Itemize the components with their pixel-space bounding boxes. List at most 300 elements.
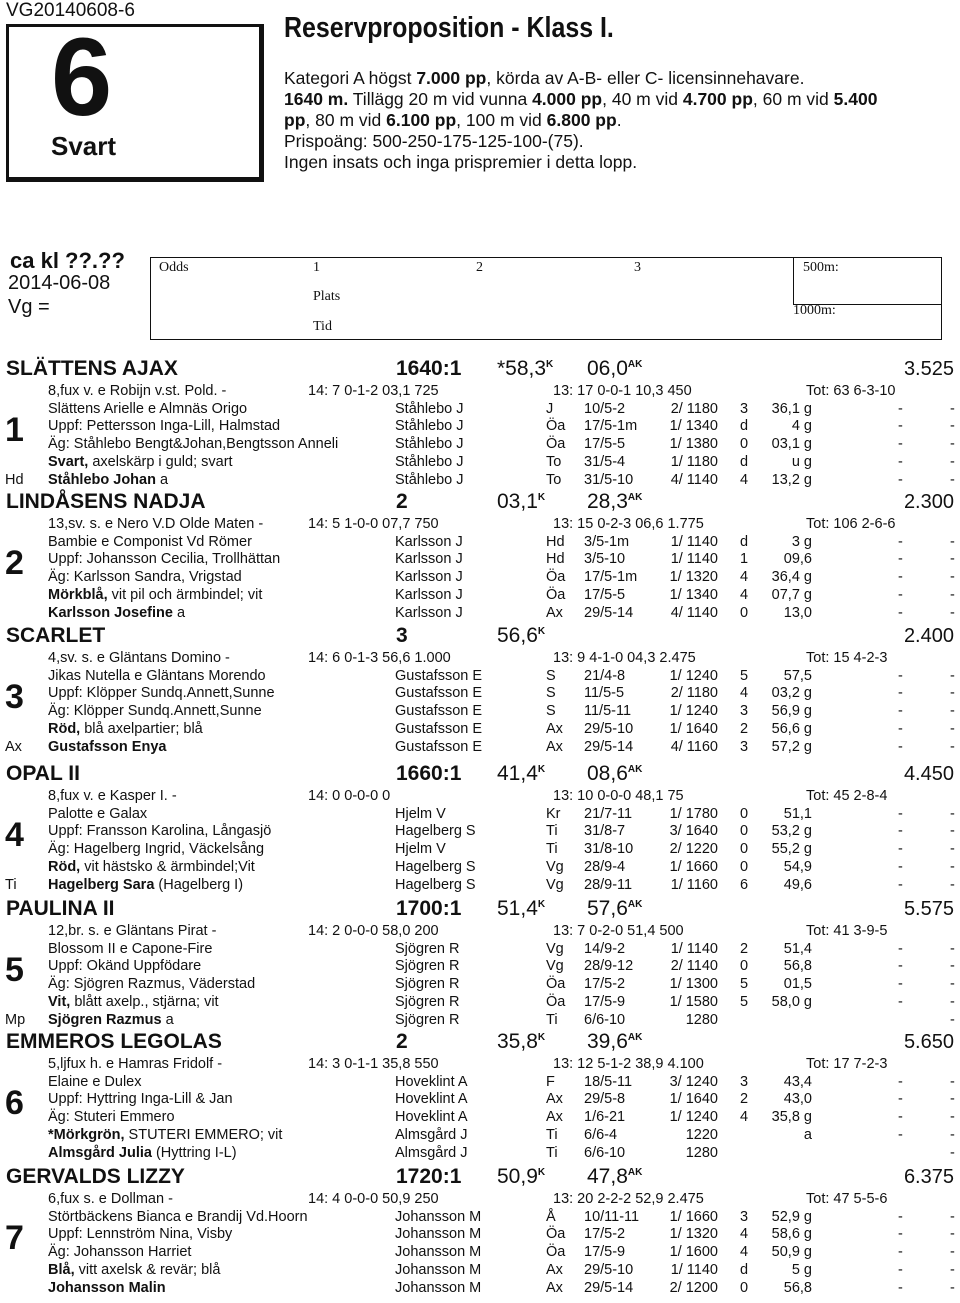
start-placing: 4 bbox=[740, 1226, 749, 1243]
horse-distance: 1700:1 bbox=[396, 897, 462, 920]
trainer: Sjögren R bbox=[395, 958, 460, 975]
start-distance: 1220 bbox=[685, 1126, 718, 1143]
start-odds: - bbox=[950, 876, 955, 893]
start-distance: 1/ 1240 bbox=[669, 667, 718, 684]
pedigree-line bbox=[48, 1091, 233, 1107]
horse-prize: 2.300 bbox=[903, 491, 954, 513]
start-odds: - bbox=[950, 1279, 955, 1296]
pedigree-line bbox=[48, 1209, 308, 1225]
pedigree-line bbox=[48, 668, 266, 684]
start-time: 58,6 g bbox=[771, 1226, 812, 1243]
start-race: 17/5-9 bbox=[584, 993, 626, 1010]
start-race: 18/5-11 bbox=[584, 1073, 633, 1090]
start-track: J bbox=[546, 400, 554, 417]
start-odds: - bbox=[898, 569, 903, 586]
start-track: Å bbox=[546, 1208, 556, 1225]
start-distance: 1/ 1780 bbox=[669, 805, 718, 822]
start-time: 51,4 bbox=[783, 940, 812, 957]
start-odds: - bbox=[898, 1208, 903, 1225]
start-distance: 3/ 1640 bbox=[669, 823, 718, 840]
ak-superscript: AK bbox=[627, 764, 643, 775]
start-odds: - bbox=[950, 858, 955, 875]
pedigree-line bbox=[48, 472, 168, 488]
pedigree-line bbox=[48, 454, 233, 470]
start-time: 43,0 bbox=[783, 1091, 812, 1108]
pedigree-line bbox=[48, 436, 338, 452]
post-position: Ax bbox=[5, 738, 22, 755]
start-placing: 5 bbox=[740, 993, 749, 1010]
start-placing: 3 bbox=[740, 703, 749, 720]
text-run: Blå, bbox=[48, 1261, 75, 1278]
text-run: , körda av A-B- eller C- licensinnehavare. bbox=[486, 68, 805, 88]
pedigree-line bbox=[48, 721, 203, 737]
start-race: 6/6-10 bbox=[584, 1144, 626, 1161]
pedigree-line bbox=[48, 941, 212, 957]
start-distance: 1/ 1140 bbox=[670, 551, 718, 568]
start-odds: - bbox=[898, 418, 903, 435]
start-track: Öa bbox=[546, 586, 566, 603]
start-distance: 1/ 1600 bbox=[669, 1244, 718, 1261]
start-track: Ax bbox=[546, 738, 563, 755]
ak-superscript: AK bbox=[627, 359, 643, 370]
condition-line bbox=[284, 152, 954, 173]
start-distance: 1/ 1320 bbox=[669, 1226, 718, 1243]
start-race: 29/5-8 bbox=[584, 1091, 626, 1108]
trainer: Karlsson J bbox=[395, 551, 463, 568]
start-placing: 3 bbox=[740, 738, 749, 755]
start-time: 3 g bbox=[791, 533, 812, 550]
start-distance: 4/ 1160 bbox=[670, 738, 718, 755]
odds-k: $03,1^K$ bbox=[497, 490, 546, 513]
start-placing: 3 bbox=[740, 1073, 749, 1090]
pedigree-line bbox=[48, 877, 243, 893]
trainer: Hagelberg S bbox=[395, 876, 476, 893]
race-date: 2014-06-08 bbox=[8, 272, 111, 294]
text-run: Bambie e Componist Vd Römer bbox=[48, 533, 252, 550]
start-odds: - bbox=[950, 533, 955, 550]
start-distance: 1/ 1160 bbox=[670, 876, 718, 893]
trainer: Karlsson J bbox=[395, 569, 463, 586]
start-odds: - bbox=[950, 958, 955, 975]
text-run: 5.400 bbox=[833, 89, 878, 109]
start-time: 57,2 g bbox=[771, 738, 812, 755]
start-race: 21/7-11 bbox=[584, 805, 633, 822]
trainer: Sjögren R bbox=[395, 1011, 460, 1028]
start-track: S bbox=[546, 703, 556, 720]
start-race: 11/5-11 bbox=[584, 703, 632, 720]
total-stats: Tot: 47 5-5-6 bbox=[806, 1191, 888, 1207]
horse-info: 6,fux s. e Dollman - bbox=[48, 1191, 173, 1207]
start-race: 3/5-10 bbox=[584, 551, 626, 568]
start-track: Ax bbox=[546, 604, 563, 621]
trainer: Johansson M bbox=[395, 1244, 482, 1261]
start-odds: - bbox=[898, 453, 903, 470]
start-race: 14/9-2 bbox=[584, 940, 626, 957]
text-run: pp bbox=[284, 110, 306, 130]
start-placing: d bbox=[740, 453, 749, 470]
start-odds: - bbox=[950, 720, 955, 737]
start-track: Öa bbox=[546, 976, 566, 993]
start-track: Öa bbox=[546, 1226, 566, 1243]
post-number: 1 bbox=[5, 411, 24, 450]
trainer: Ståhlebo J bbox=[395, 418, 464, 435]
start-time: 43,4 bbox=[783, 1073, 812, 1090]
start-odds: - bbox=[898, 841, 903, 858]
pedigree-line bbox=[48, 859, 255, 875]
start-track: Ax bbox=[546, 1279, 563, 1296]
start-placing: 2 bbox=[740, 940, 749, 957]
start-distance: 1/ 1180 bbox=[670, 453, 718, 470]
start-time: a bbox=[803, 1126, 812, 1143]
pedigree-line bbox=[48, 1074, 142, 1090]
start-odds: - bbox=[898, 1279, 903, 1296]
trainer: Hoveklint A bbox=[395, 1109, 468, 1126]
text-run: blå axelpartier; blå bbox=[80, 720, 203, 737]
text-run: Gustafsson Enya bbox=[48, 738, 167, 755]
horse-distance: 2 bbox=[396, 490, 408, 513]
start-odds: - bbox=[950, 841, 955, 858]
start-time: u g bbox=[791, 453, 812, 470]
start-odds: - bbox=[898, 685, 903, 702]
odds-ak: $57,6^{AK}$ bbox=[587, 897, 643, 920]
trainer: Almsgård J bbox=[395, 1144, 468, 1161]
odds-k: $41,4^K$ bbox=[497, 762, 546, 785]
start-time: 50,9 g bbox=[771, 1244, 812, 1261]
start-track: To bbox=[546, 453, 562, 470]
start-race: 17/5-5 bbox=[584, 586, 626, 603]
winner-label: Vg = bbox=[8, 296, 50, 318]
horse-prize: 6.375 bbox=[903, 1166, 954, 1188]
k-superscript: K bbox=[537, 1167, 546, 1178]
total-stats: Tot: 106 2-6-6 bbox=[806, 516, 896, 532]
start-track: S bbox=[546, 667, 556, 684]
post-number: 2 bbox=[5, 544, 24, 583]
trainer: Almsgård J bbox=[395, 1126, 468, 1143]
start-track: Öa bbox=[546, 569, 566, 586]
race-number: 6 bbox=[51, 16, 113, 139]
trainer: Sjögren R bbox=[395, 940, 460, 957]
trainer: Ståhlebo J bbox=[395, 471, 464, 488]
start-distance: 4/ 1140 bbox=[670, 471, 718, 488]
start-odds: - bbox=[950, 1261, 955, 1278]
start-odds: - bbox=[950, 1208, 955, 1225]
text-run: vit pil och ärmbindel; vit bbox=[107, 586, 263, 603]
year-2014-stats: 14: 6 0-1-3 56,6 1.000 bbox=[308, 650, 451, 666]
odds-k: $*58,3^K$ bbox=[497, 357, 554, 380]
horse-distance: 2 bbox=[396, 1030, 408, 1053]
trainer: Gustafsson E bbox=[395, 738, 483, 755]
horse-name: LINDÅSENS NADJA bbox=[6, 490, 206, 513]
start-distance: 1/ 1380 bbox=[669, 436, 718, 453]
start-odds: - bbox=[950, 418, 955, 435]
trainer: Hoveklint A bbox=[395, 1091, 468, 1108]
start-odds: - bbox=[898, 400, 903, 417]
start-distance: 1/ 1340 bbox=[669, 418, 718, 435]
start-placing: 4 bbox=[740, 685, 749, 702]
year-2014-stats: 14: 2 0-0-0 58,0 200 bbox=[308, 923, 439, 939]
start-time: 54,9 bbox=[783, 858, 812, 875]
text-run: Karlsson Josefine bbox=[48, 604, 173, 621]
start-race: 6/6-4 bbox=[584, 1126, 618, 1143]
start-placing: 0 bbox=[740, 1279, 749, 1296]
trainer: Gustafsson E bbox=[395, 703, 483, 720]
text-run: Ingen insats och inga prispremier i detta lopp. bbox=[284, 152, 638, 172]
text-run: Störtbäckens Bianca e Brandij Vd.Hoorn bbox=[48, 1208, 308, 1225]
horse-distance: 1660:1 bbox=[396, 762, 462, 785]
tid-label: Tid bbox=[313, 319, 332, 334]
start-odds: - bbox=[950, 703, 955, 720]
start-placing: 0 bbox=[740, 841, 749, 858]
horse-info: 5,ljfux h. e Hamras Fridolf - bbox=[48, 1056, 223, 1072]
start-track: Ax bbox=[546, 1261, 563, 1278]
start-race: 1/6-21 bbox=[584, 1109, 626, 1126]
text-run: Vit, bbox=[48, 993, 71, 1010]
condition-line bbox=[284, 131, 954, 152]
start-odds: - bbox=[950, 823, 955, 840]
pedigree-line bbox=[48, 1262, 220, 1278]
text-run: Uppf: Johansson Cecilia, Trollhättan bbox=[48, 551, 281, 568]
total-stats: Tot: 17 7-2-3 bbox=[806, 1056, 888, 1072]
start-track: Vg bbox=[546, 940, 564, 957]
start-odds: - bbox=[898, 703, 903, 720]
start-distance: 2/ 1200 bbox=[669, 1279, 718, 1296]
text-run: Svart, bbox=[48, 453, 89, 470]
start-race: 17/5-9 bbox=[584, 1244, 626, 1261]
start-odds: - bbox=[898, 1073, 903, 1090]
k-superscript: K bbox=[537, 764, 546, 775]
pedigree-line bbox=[48, 587, 262, 603]
start-time: 36,4 g bbox=[771, 569, 812, 586]
text-run: STUTERI EMMERO; vit bbox=[124, 1126, 283, 1143]
start-track: Hd bbox=[546, 533, 565, 550]
text-run: Almsgård Julia bbox=[48, 1144, 152, 1161]
trainer: Gustafsson E bbox=[395, 667, 483, 684]
text-run: (Hagelberg I) bbox=[154, 876, 244, 893]
total-stats: Tot: 63 6-3-10 bbox=[806, 383, 896, 399]
pedigree-line bbox=[48, 569, 242, 585]
text-run: , 100 m vid bbox=[456, 110, 547, 130]
start-placing: 2 bbox=[740, 720, 749, 737]
start-odds: - bbox=[898, 720, 903, 737]
year-2014-stats: 14: 3 0-1-1 35,8 550 bbox=[308, 1056, 439, 1072]
start-placing: 2 bbox=[740, 1091, 749, 1108]
start-distance: 1/ 1140 bbox=[670, 940, 718, 957]
text-run: 1640 m. bbox=[284, 89, 349, 109]
start-time: 03,2 g bbox=[771, 685, 812, 702]
condition-line bbox=[284, 68, 954, 89]
start-placing: 3 bbox=[740, 400, 749, 417]
start-time: 56,6 g bbox=[771, 720, 812, 737]
start-odds: - bbox=[950, 569, 955, 586]
start-time: 03,1 g bbox=[771, 436, 812, 453]
start-placing: 0 bbox=[740, 805, 749, 822]
start-odds: - bbox=[950, 436, 955, 453]
start-distance: 4/ 1140 bbox=[670, 604, 718, 621]
race-conditions bbox=[284, 68, 954, 173]
pedigree-line bbox=[48, 1280, 166, 1296]
start-distance: 2/ 1180 bbox=[670, 400, 718, 417]
start-placing: 1 bbox=[740, 551, 749, 568]
start-track: Öa bbox=[546, 436, 566, 453]
start-time: 56,8 bbox=[783, 958, 812, 975]
start-race: 31/8-7 bbox=[584, 823, 626, 840]
start-distance: 1/ 1640 bbox=[669, 720, 718, 737]
start-time: 09,6 bbox=[783, 551, 812, 568]
condition-line bbox=[284, 89, 954, 110]
start-odds: - bbox=[898, 1091, 903, 1108]
horse-name: OPAL II bbox=[6, 762, 80, 785]
trainer: Ståhlebo J bbox=[395, 436, 464, 453]
year-2013-stats: 13: 7 0-2-0 51,4 500 bbox=[553, 923, 684, 939]
year-2014-stats: 14: 7 0-1-2 03,1 725 bbox=[308, 383, 439, 399]
start-track: Hd bbox=[546, 551, 565, 568]
start-odds: - bbox=[950, 471, 955, 488]
text-run: Jikas Nutella e Gläntans Morendo bbox=[48, 667, 266, 684]
pedigree-line bbox=[48, 739, 166, 755]
start-odds: - bbox=[950, 1144, 955, 1161]
trainer: Gustafsson E bbox=[395, 720, 483, 737]
start-odds: - bbox=[898, 667, 903, 684]
start-race: 29/5-14 bbox=[584, 738, 634, 755]
start-time: 52,9 g bbox=[771, 1208, 812, 1225]
start-race: 29/5-10 bbox=[584, 720, 634, 737]
start-odds: - bbox=[898, 1244, 903, 1261]
ak-superscript: AK bbox=[627, 899, 643, 910]
text-run: Äg: Stuteri Emmero bbox=[48, 1109, 175, 1126]
horse-distance: 3 bbox=[396, 624, 408, 647]
start-track: Vg bbox=[546, 958, 564, 975]
document-id: VG20140608-6 bbox=[6, 0, 135, 21]
start-odds: - bbox=[898, 1126, 903, 1143]
text-run: vitt axelsk & revär; blå bbox=[74, 1261, 221, 1278]
year-2013-stats: 13: 12 5-1-2 38,9 4.100 bbox=[553, 1056, 704, 1072]
pedigree-line bbox=[48, 1244, 191, 1260]
start-placing: 3 bbox=[740, 1208, 749, 1225]
start-odds: - bbox=[950, 738, 955, 755]
pedigree-line bbox=[48, 534, 252, 550]
post-number: 4 bbox=[5, 816, 24, 855]
start-track: S bbox=[546, 685, 556, 702]
start-distance: 1/ 1240 bbox=[669, 703, 718, 720]
start-distance: 1/ 1240 bbox=[669, 1109, 718, 1126]
start-odds: - bbox=[898, 436, 903, 453]
trainer: Ståhlebo J bbox=[395, 400, 464, 417]
pedigree-line bbox=[48, 958, 201, 974]
trainer: Johansson M bbox=[395, 1226, 482, 1243]
text-run: . bbox=[616, 110, 622, 130]
start-odds: - bbox=[950, 551, 955, 568]
text-run: Johansson Malin bbox=[48, 1279, 166, 1296]
start-time: 5 g bbox=[791, 1261, 812, 1278]
start-track: Vg bbox=[546, 876, 564, 893]
start-distance: 1/ 1320 bbox=[669, 569, 718, 586]
text-run: Uppf: Hyttring Inga-Lill & Jan bbox=[48, 1091, 233, 1108]
start-odds: - bbox=[898, 1261, 903, 1278]
pedigree-line bbox=[48, 806, 147, 822]
start-track: Ti bbox=[546, 841, 558, 858]
total-stats: Tot: 15 4-2-3 bbox=[806, 650, 888, 666]
start-race: 29/5-14 bbox=[584, 1279, 634, 1296]
post-position: Hd bbox=[5, 471, 24, 488]
start-odds: - bbox=[898, 876, 903, 893]
year-2013-stats: 13: 20 2-2-2 52,9 2.475 bbox=[553, 1191, 704, 1207]
pedigree-line bbox=[48, 994, 219, 1010]
text-run: 4.700 pp bbox=[682, 89, 753, 109]
start-track: Ax bbox=[546, 720, 563, 737]
start-race: 29/5-10 bbox=[584, 1261, 634, 1278]
text-run: Ståhlebo Johan bbox=[48, 471, 156, 488]
trainer: Hagelberg S bbox=[395, 858, 476, 875]
text-run: Kategori A högst bbox=[284, 68, 417, 88]
text-run: Uppf: Okänd Uppfödare bbox=[48, 958, 202, 975]
trainer: Karlsson J bbox=[395, 586, 463, 603]
start-track: Vg bbox=[546, 858, 564, 875]
start-odds: - bbox=[898, 940, 903, 957]
k-superscript: K bbox=[537, 899, 546, 910]
k-superscript: K bbox=[537, 1032, 546, 1043]
ak-superscript: AK bbox=[627, 1167, 643, 1178]
start-odds: - bbox=[950, 1091, 955, 1108]
pedigree-line bbox=[48, 1226, 232, 1242]
start-distance: 3/ 1240 bbox=[669, 1073, 718, 1090]
start-race: 6/6-10 bbox=[584, 1011, 626, 1028]
start-time: 56,8 bbox=[783, 1279, 812, 1296]
horse-distance: 1720:1 bbox=[396, 1165, 462, 1188]
post-number: 6 bbox=[5, 1084, 24, 1123]
text-run: 6.100 pp bbox=[386, 110, 457, 130]
start-time: 4 g bbox=[791, 418, 812, 435]
start-distance: 1/ 1300 bbox=[669, 976, 718, 993]
start-odds: - bbox=[898, 533, 903, 550]
text-run: Prispoäng: 500-250-175-125-100-(75). bbox=[284, 131, 584, 151]
pedigree-line bbox=[48, 1127, 282, 1143]
start-track: To bbox=[546, 471, 562, 488]
horse-prize: 4.450 bbox=[903, 763, 954, 785]
start-odds: - bbox=[898, 858, 903, 875]
start-odds: - bbox=[898, 1226, 903, 1243]
odds-k: $51,4^K$ bbox=[497, 897, 546, 920]
start-odds: - bbox=[950, 586, 955, 603]
start-distance: 2/ 1180 bbox=[670, 685, 718, 702]
trainer: Sjögren R bbox=[395, 976, 460, 993]
trainer: Johansson M bbox=[395, 1279, 482, 1296]
start-time: 01,5 bbox=[783, 976, 812, 993]
start-odds: - bbox=[898, 1109, 903, 1126]
start-placing: 4 bbox=[740, 471, 749, 488]
start-race: 31/5-10 bbox=[584, 471, 634, 488]
pedigree-line bbox=[48, 823, 271, 839]
horse-info: 8,fux v. e Robijn v.st. Pold. - bbox=[48, 383, 227, 399]
start-odds: - bbox=[950, 685, 955, 702]
start-track: Öa bbox=[546, 993, 566, 1010]
text-run: Tillägg 20 m vid vunna bbox=[348, 89, 533, 109]
horse-name: GERVALDS LIZZY bbox=[6, 1165, 185, 1188]
plats-label: Plats bbox=[313, 289, 341, 304]
text-run: Äg: Sjögren Razmus, Väderstad bbox=[48, 976, 256, 993]
start-placing: d bbox=[740, 533, 749, 550]
horse-name: EMMEROS LEGOLAS bbox=[6, 1030, 222, 1053]
start-odds: - bbox=[950, 940, 955, 957]
pedigree-line bbox=[48, 1012, 174, 1028]
start-odds: - bbox=[950, 1126, 955, 1143]
start-placing: d bbox=[740, 418, 749, 435]
start-time: ca kl ??.?? bbox=[10, 248, 125, 273]
start-race: 17/5-2 bbox=[584, 1226, 626, 1243]
start-track: Ti bbox=[546, 1126, 558, 1143]
text-run: Äg: Karlsson Sandra, Vrigstad bbox=[48, 569, 242, 586]
text-run: , 80 m vid bbox=[305, 110, 387, 130]
start-time: 58,0 g bbox=[771, 993, 812, 1010]
